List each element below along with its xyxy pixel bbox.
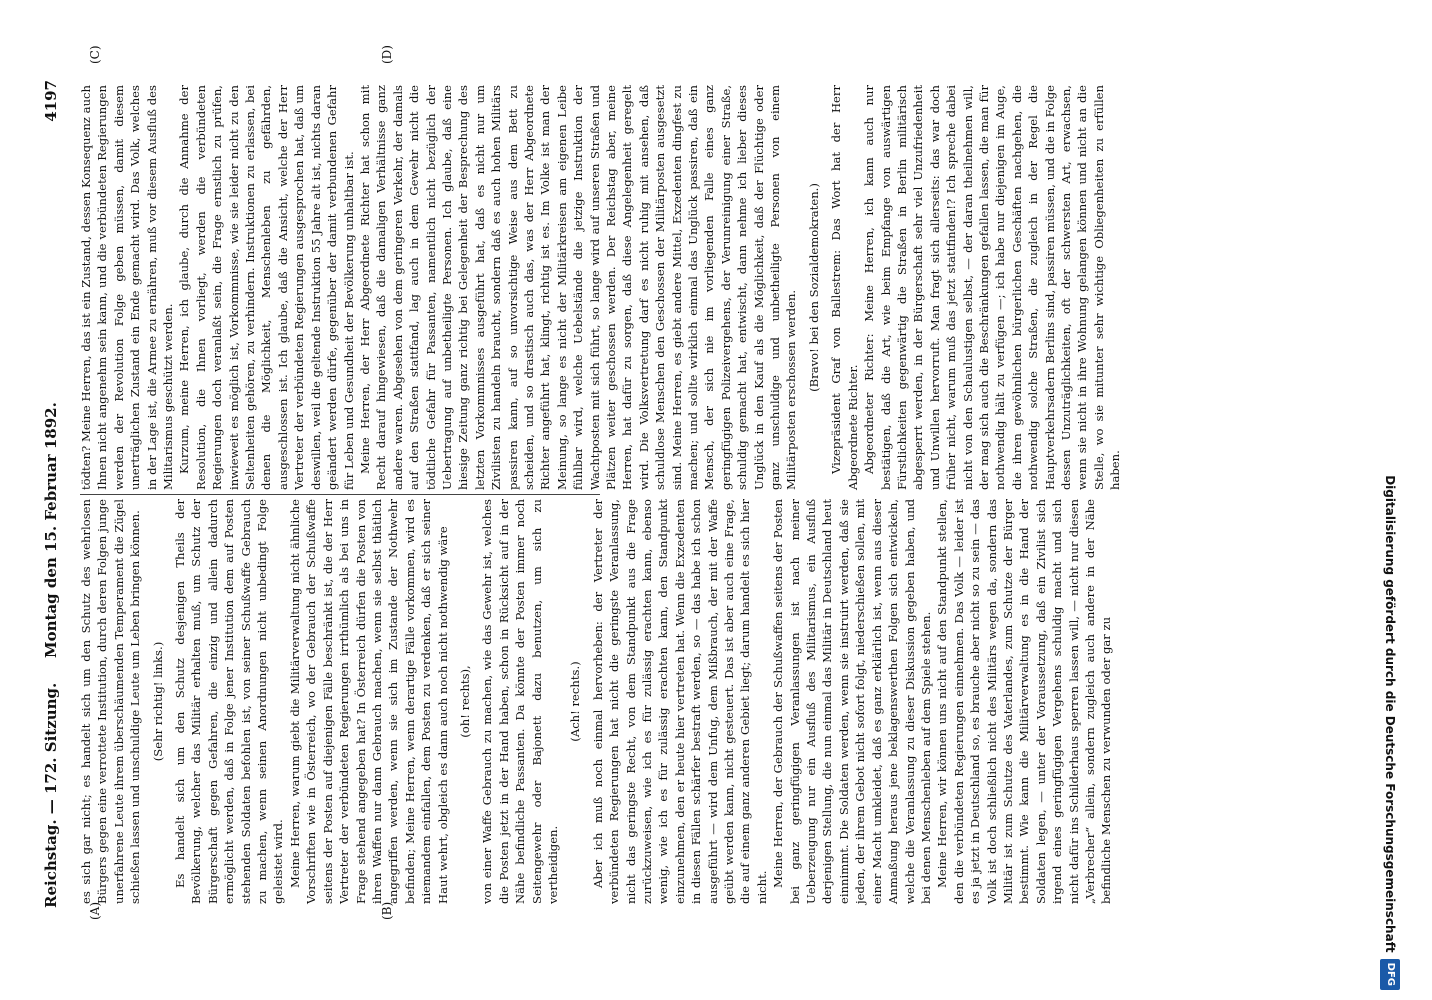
paragraph: Aber ich muß noch einmal hervorheben: der Vertreter der verbündeten Regierungen hat nicht die geringste Veranlassung, nicht das geringste Recht, von dem Standpunkt aus die Frage zurückzuweisen, wie ich es für zulässig erachten kann, ebenso wenig, wie ich es für zulässig erachten kann, den Standpunkt einzunehmen, den er heute hier vertreten hat. Wenn die Exzedenten in diesen Fällen schärfer bestraft werden, so — das habe ich schon ausgeführt — wird dem Unfug, dem Mißbrauch, der mit der Waffe geübt werden kann, nicht gesteuert. Das ist aber auch eine Frage, die auf einem ganz anderen Gebiet liegt; darum handelt es sich hier nicht.	[590, 499, 769, 904]
right-column	[78, 85, 1123, 490]
interjection: (oh! rechts),	[457, 665, 472, 738]
dfg-logo: DFG	[1380, 959, 1400, 990]
speaker-paragraph: Abgeordneter Richter: Meine Herren, ich kann auch nur bestätigen, daß die Art, wie beim Empfange von auswärtigen Fürstlichkeiten gegenwärtig die Straßen in Berlin militärisch abgesperrt werden, in der Bürgerschaft sehr viel Unzufriedenheit und Unwillen hervorruft. Man fragt sich allerseits: das war doch früher nicht, warum muß das jetzt stattfinden!? Ich spreche dabei nicht von den Schaulustigen selbst, — der daran theilnehmen will, der mag sich auch die Beschränkungen gefallen lassen, die man für nothwendig hält zu verfügen —; ich habe nur diejenigen im Auge, die ihren gewöhnlichen bürgerlichen Geschäften nachgehen, die nothwendig solche Straßen, die zugleich in der Regel die Hauptverkehrsadern Berlins sind, passiren müssen, und die in Folge dessen Unzuträglichkeiten, oft der schwersten Art, erwachsen, wenn sie nicht in ihre Wohnung gelangen können und nicht an die Stelle, wo sie mitunter sehr wichtige Obliegenheiten zu erfüllen haben.	[862, 85, 1123, 490]
speaker-paragraph: Vizepräsident Graf von Ballestrem: Das Wort hat der Herr Abgeordnete Richter.	[829, 85, 860, 490]
paragraph: von einer Waffe Gebrauch zu machen, wie das Gewehr ist, welches die Posten jetzt in der Hand haben, schon in Rücksicht auf in der Nähe befindliche Passanten. Da könnte der Posten immer noch Seitengewehr oder Bajonett dazu benutzen, um sich zu vertheidigen.	[480, 499, 560, 904]
paragraph: Meine Herren, der Gebrauch der Schußwaffen seitens der Posten bei ganz geringfügigen Veranlassungen ist nach meiner Ueberzeugung nur ein Ausfluß des Militarismus, ein Ausfluß derjenigen Stellung, die nun einmal das Militär in Deutschland heut einnimmt. Die Soldaten werden, wenn sie instruirt werden, daß sie jeden, der ihrem Gebot nicht sofort folgt, niederschießen sollen, mit einer Macht umkleidet, daß es ganz erklärlich ist, wenn aus dieser Anmaßung heraus jene beklagenswerthen Folgen sich entwickeln, welche die Veranlassung zu dieser Diskussion gegeben haben, und bei denen Menschenleben auf dem Spiele stehen.	[771, 499, 933, 904]
column-divider	[80, 494, 600, 495]
margin-mark-c: (C)	[88, 45, 102, 64]
page-number: 4197	[42, 80, 60, 122]
interjection: (Ach! rechts.)	[568, 661, 583, 742]
paragraph: Kurzum, meine Herren, ich glaube, durch die Annahme der Resolution, die Ihnen vorliegt, werden die verbündeten Regierungen doch veranlaßt sein, die Frage ernstlich zu prüfen, inwieweit es möglich ist, Vorkommnisse, wie sie leider nicht zu den Seltenheiten gehören, zu verhindern. Instruktionen zu erlassen, bei denen die Möglichkeit, Menschenleben zu gefährden, ausgeschlossen ist. Ich glaube, daß die Ansicht, welche der Herr Vertreter der verbündeten Regierungen ausgesprochen hat, daß um deswillen, weil die geltende Instruktion 55 Jahre alt ist, nichts daran geändert werden dürfe, gegenüber der damit verbundenen Gefahr für Leben und Gesundheit der Bevölkerung unhaltbar ist.	[177, 85, 356, 490]
paragraph: Es handelt sich um den Schutz desjenigen Theils der Bevölkerung, welcher das Militär erhalten muß, um Schutz der Bürgerschaft gegen Gefahren, die einzig und allein dadurch ermöglicht werden, daß in Folge jener Institution dem auf Posten stehenden Soldaten befohlen ist, von seiner Schußwaffe Gebrauch zu machen, wenn seinen Anordnungen nicht unbedingt Folge geleistet wird.	[173, 499, 286, 904]
paragraph: Meine Herren, der Herr Abgeordnete Richter hat schon mit Recht darauf hingewiesen, daß die damaligen Verhältnisse ganz andere waren. Abgesehen von dem geringeren Verkehr, der damals auf den Straßen stattfand, lag auch in dem Gewehr nicht die tödtliche Gefahr für Passanten, namentlich nicht bezüglich der Uebertragung auf unbetheiligte Personen. Ich glaube, daß eine hiesige Zeitung ganz richtig bei Gelegenheit der Besprechung des letzten Vorkommnisses ausgeführt hat, daß es nicht nur um Zivilisten zu handeln braucht, sondern daß es auch hohen Militärs passiren kann, auf so unvorsichtige Weise aus dem Bett zu scheiden, und so drastisch auch das, was der Herr Abgeordnete Richter angeführt hat, klingt, richtig ist es. Im Volke ist man der Meinung, so lange es nicht der Militärkreisen am eigenen Leibe fühlbar wird, welche Uebelstände die jetzige Instruktion der Wachtposten mit sich führt, so lange wird auf unseren Straßen und Plätzen weiter geschossen werden. Der Reichstag aber, meine Herren, hat dafür zu sorgen, daß diese Angelegenheit geregelt wird. Die Volksvertretung darf es nicht ruhig mit ansehen, daß schuldlose Menschen den Geschossen der Militärposten ausgesetzt sind. Meine Herren, es giebt andere Mittel, Exzedenten dingfest zu machen; und sollte wirklich einmal das Unglück passiren, daß ein Mensch, der sich nie im vorliegenden Falle eines ganz geringfügigen Polizeivergehens, der Verunreinigung einer Straße, schuldig gemacht hat, entwischt, dann nehme ich lieber dieses Unglück in den Kauf als die Möglichkeit, daß der Flüchtige oder ganz unschuldige und unbetheiligte Personen von einem Militärposten erschossen werden.	[357, 85, 799, 490]
paragraph: tödten? Meine Herren, das ist ein Zustand, dessen Konsequenz auch Ihnen nicht angenehm sein kann, und die verbündeten Regierungen werden der Revolution Folge geben müssen, damit diesem unerträglichen Zustand ein Ende gemacht wird. Das Volk, welches in der Lage ist, die Armee zu ernähren, muß vor diesem Ausfluß des Militarismus geschützt werden.	[79, 85, 176, 490]
paragraph: Meine Herren, wir können uns nicht auf den Standpunkt stellen, den die verbündeten Regierungen einnehmen. Das Volk — leider ist es ja jetzt in Deutschland so, es brauche aber nicht so zu sein — das Volk ist doch schließlich nicht des Militärs wegen da, sondern das Militär ist zum Schutze des Vaterlandes, zum Schutze der Bürger bestimmt. Wie kann die Militärverwaltung es in die Hand der Soldaten legen, — unter der Voraussetzung, daß ein Zivilist sich irgend eines geringfügigen Vergehens schuldig macht und sich nicht dafür ins Schilderhaus sperren lassen will, — nicht nur diesen „Verbrecher“ allein, sondern zugleich auch andere in der Nähe befindliche Menschen zu verwunden oder gar zu	[935, 499, 1114, 904]
left-column	[78, 499, 1114, 904]
margin-mark-d: (D)	[380, 45, 394, 64]
margin-mark-a: (A)	[88, 901, 102, 920]
header-session: Reichstag. — 172. Sitzung.	[42, 682, 60, 908]
paragraph: Meine Herren, warum giebt die Militärverwaltung nicht ähnliche Vorschriften wie in Österreich, wo der Gebrauch der Schußwaffe seitens der Posten auf diejenigen Fälle beschränkt ist, die der Herr Vertreter der verbündeten Regierungen irrthümlich als bei uns in Frage stehend angegeben hat? In Österreich dürfen die Posten von ihren Waffen nur dann Gebrauch machen, wenn sie selbst thätlich angegriffen werden, wenn sie sich im Zustande der Nothwehr befinden; Meine Herren, wenn derartige Fälle vorkommen, wird es niemandem einfallen, dem Posten zu verdenken, daß er sich seiner Haut wehrt, obgleich es dann auch noch nicht nothwendig wäre	[287, 499, 450, 904]
interjection: (Bravo! bei den Sozialdemokraten.)	[806, 183, 821, 392]
digitization-note	[1382, 10, 1422, 990]
running-header	[42, 80, 66, 908]
digitization-text: Digitalisierung gefördert durch die Deutsche Forschungsgemeinschaft	[1383, 475, 1397, 953]
header-date: Montag den 15. Februar 1892.	[42, 402, 60, 658]
interjection: (Sehr richtig! links.)	[150, 641, 165, 762]
paragraph: es sich gar nicht; es handelt sich um den Schutz des wehrlosen Bürgers gegen eine verrottete Institution, durch deren Folgen junge unerfahrene Leute ihrem überschäumenden Temperament die Zügel schießen lassen und unschuldige Leute um Leben bringen können.	[79, 499, 143, 904]
margin-mark-b: (B)	[380, 901, 394, 920]
